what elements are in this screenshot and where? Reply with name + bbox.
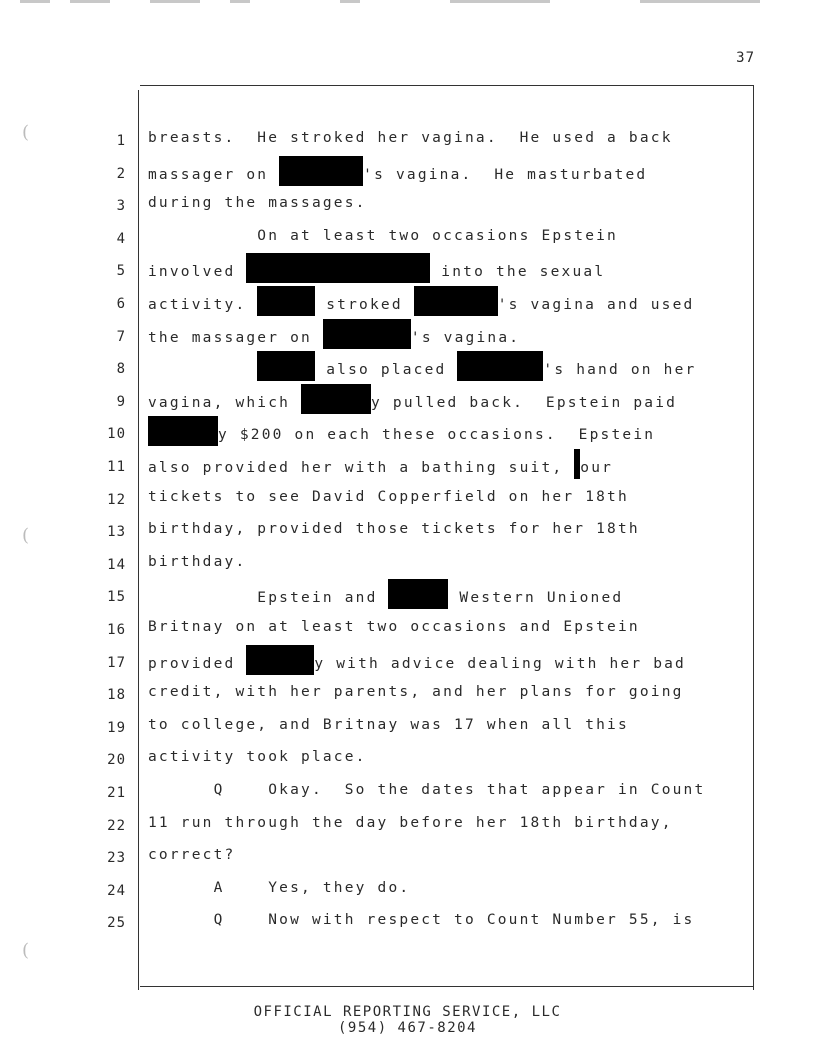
frame-border-right <box>753 85 754 990</box>
redaction-box <box>257 351 315 381</box>
transcript-line <box>148 522 640 537</box>
line-text-segment: On at least two occasions Epstein <box>148 228 618 244</box>
redaction-box <box>301 384 371 414</box>
line-number: 4 <box>116 231 126 247</box>
line-text-segment: Epstein and <box>148 590 389 606</box>
line-number: 19 <box>107 720 126 736</box>
redaction-box <box>414 286 498 316</box>
line-text-segment: 's vagina. He masturbated <box>363 167 648 183</box>
frame-border-left <box>138 90 139 990</box>
hole-punch-mark: ( <box>22 940 30 961</box>
transcript-line <box>148 685 684 700</box>
line-number: 16 <box>107 622 126 638</box>
line-number: 12 <box>107 492 126 508</box>
scan-artifact <box>0 0 815 4</box>
line-text-segment: during the massages. <box>148 195 367 211</box>
line-text-segment: also provided her with a bathing suit, <box>148 460 575 476</box>
line-text-segment: Q Now with respect to Count Number 55, is <box>148 912 695 928</box>
line-text-segment: vagina, which <box>148 395 302 411</box>
frame-border-top <box>140 85 754 86</box>
line-text-segment: activity took place. <box>148 749 367 765</box>
transcript-line <box>148 294 694 316</box>
transcript-line <box>148 881 410 896</box>
line-number: 15 <box>107 589 126 605</box>
transcript-line <box>148 424 655 446</box>
transcript-line <box>148 490 629 505</box>
redaction-box <box>148 416 218 446</box>
line-number: 3 <box>116 198 126 214</box>
transcript-line <box>148 750 367 765</box>
transcript-line <box>148 816 673 831</box>
line-number: 2 <box>116 166 126 182</box>
transcript-line <box>148 848 235 863</box>
line-text-segment: birthday. <box>148 554 247 570</box>
line-text-segment: activity. <box>148 297 258 313</box>
transcript-line <box>148 327 520 349</box>
line-text-segment: y $200 on each these occasions. Epstein <box>218 427 656 443</box>
line-number: 22 <box>107 818 126 834</box>
hole-punch-mark: ( <box>22 525 30 546</box>
redaction-box <box>246 645 314 675</box>
line-text-segment: to college, and Britnay was 17 when all this <box>148 717 629 733</box>
line-number: 11 <box>107 459 126 475</box>
line-number: 23 <box>107 850 126 866</box>
line-text-segment: also placed <box>315 362 458 378</box>
line-text-segment: y pulled back. Epstein paid <box>371 395 678 411</box>
line-number: 1 <box>116 133 126 149</box>
redaction-box <box>323 319 411 349</box>
footer-phone: (954) 467-8204 <box>337 1020 477 1036</box>
line-text-segment: Britnay on at least two occasions and Epstein <box>148 619 640 635</box>
line-number: 13 <box>107 524 126 540</box>
line-text-segment: into the sexual <box>430 264 606 280</box>
transcript-line <box>148 229 618 244</box>
transcript-line <box>148 131 673 146</box>
transcript-line <box>148 587 623 609</box>
transcript-line <box>148 392 677 414</box>
line-text-segment: involved <box>148 264 247 280</box>
line-text-segment: birthday, provided those tickets for her 18th <box>148 521 640 537</box>
line-number: 17 <box>107 655 126 671</box>
line-text-segment: A Yes, they do. <box>148 880 411 896</box>
line-text-segment: y with advice dealing with her bad <box>314 656 686 672</box>
line-number: 8 <box>116 361 126 377</box>
redaction-box <box>457 351 543 381</box>
line-text-segment: provided <box>148 656 247 672</box>
redaction-box <box>246 253 430 283</box>
redaction-box <box>388 579 448 609</box>
line-text-segment: the massager on <box>148 330 323 346</box>
transcript-line <box>148 555 246 570</box>
line-text-segment: tickets to see David Copperfield on her 18th <box>148 489 629 505</box>
transcript-line <box>148 359 696 381</box>
line-number: 10 <box>107 426 126 442</box>
transcript-line <box>148 164 647 186</box>
line-number: 9 <box>116 394 126 410</box>
transcript-line <box>148 196 367 211</box>
line-number: 7 <box>116 329 126 345</box>
line-text-segment: 's vagina. <box>410 330 521 346</box>
line-text-segment: credit, with her parents, and her plans for going <box>148 684 684 700</box>
transcript-line <box>148 718 629 733</box>
line-text-segment: 's vagina and used <box>497 297 695 313</box>
line-number: 18 <box>107 687 126 703</box>
line-number: 5 <box>116 263 126 279</box>
line-text-segment: correct? <box>148 847 236 863</box>
redaction-box <box>257 286 315 316</box>
line-text-segment <box>148 362 257 378</box>
line-number: 24 <box>107 883 126 899</box>
transcript-line <box>148 261 605 283</box>
transcript-line <box>148 783 705 798</box>
frame-border-bottom <box>140 986 754 987</box>
line-text-segment: 's hand on her <box>543 362 697 378</box>
transcript-line <box>148 913 695 928</box>
line-text-segment: Western Unioned <box>448 590 624 606</box>
line-number: 6 <box>116 296 126 312</box>
page-number: 37 <box>736 50 755 66</box>
line-text-segment: massager on <box>148 167 280 183</box>
line-number: 20 <box>107 752 126 768</box>
line-text-segment: stroked <box>315 297 414 313</box>
line-text-segment: 11 run through the day before her 18th birthday, <box>148 815 673 831</box>
line-text-segment: breasts. He stroked her vagina. He used a back <box>148 130 673 146</box>
line-text-segment: our <box>580 460 614 476</box>
redaction-box <box>279 156 363 186</box>
transcript-line <box>148 620 640 635</box>
hole-punch-mark: ( <box>22 122 30 143</box>
line-number: 21 <box>107 785 126 801</box>
line-number: 14 <box>107 557 126 573</box>
line-number: 25 <box>107 915 126 931</box>
transcript-line <box>148 653 686 675</box>
footer-company: OFFICIAL REPORTING SERVICE, LLC <box>253 1004 562 1020</box>
line-text-segment: Q Okay. So the dates that appear in Count <box>148 782 706 798</box>
transcript-line <box>148 457 613 479</box>
